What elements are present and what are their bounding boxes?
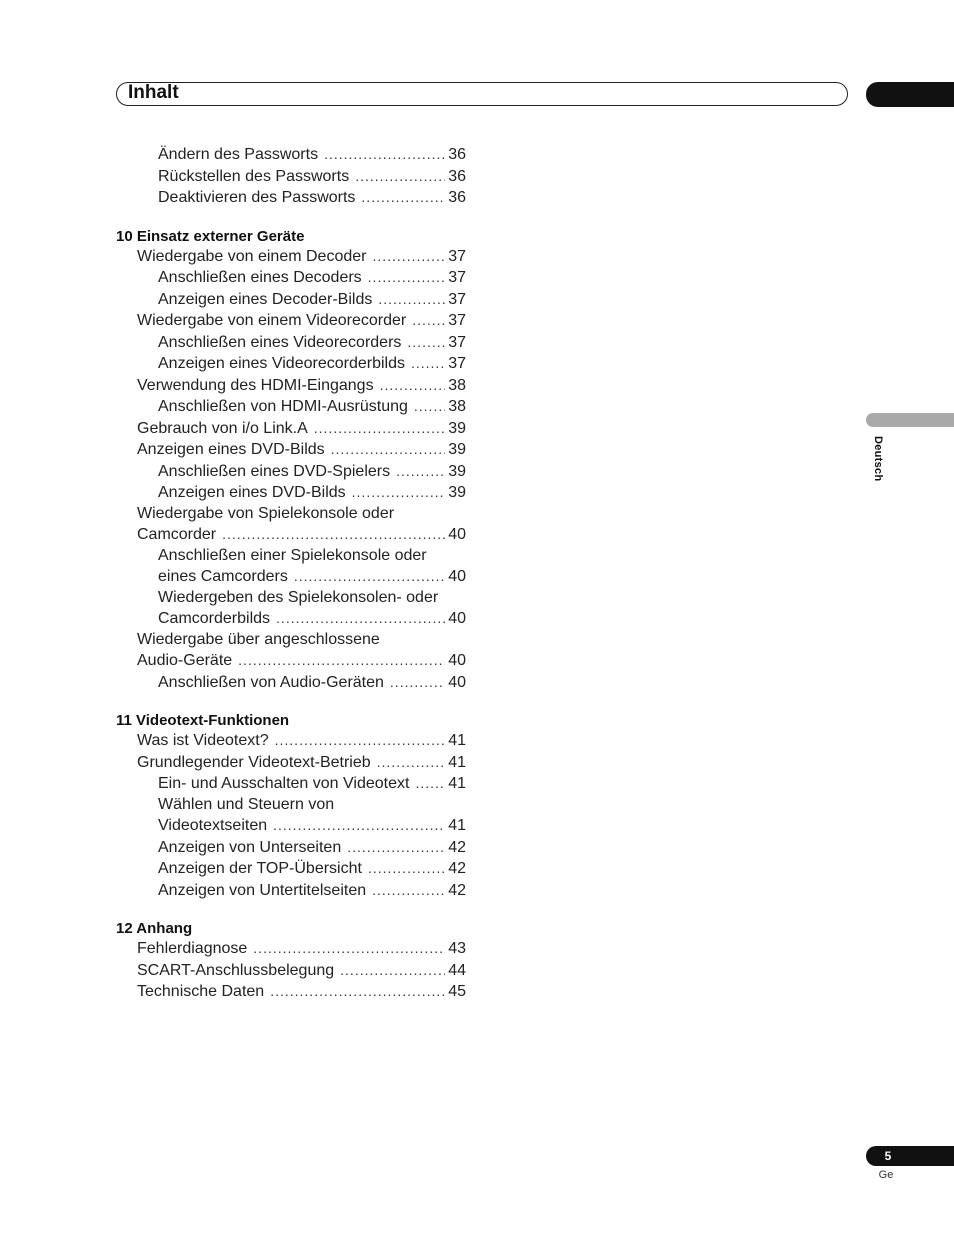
toc-entry-text: Anzeigen von Untertitelseiten: [158, 881, 367, 899]
toc-section-heading[interactable]: 10 Einsatz externer Geräte: [116, 227, 305, 245]
toc-entry-page: 41: [448, 753, 466, 771]
toc-entry-text: Anzeigen eines DVD-Bilds: [158, 484, 346, 501]
toc-leader: [372, 246, 445, 267]
toc-entry[interactable]: [116, 981, 466, 1003]
toc-entry-page: 39: [448, 441, 466, 458]
toc-entry-text: Wiedergabe von einem Decoder: [137, 247, 367, 265]
toc-entry[interactable]: [116, 837, 466, 859]
language-tab: [866, 413, 954, 427]
toc-leader: [294, 566, 445, 587]
toc-entry-page: 37: [448, 312, 466, 329]
toc-entry[interactable]: [116, 566, 466, 588]
toc-entry-page: 42: [448, 838, 466, 856]
toc-entry-page: 45: [448, 983, 466, 1000]
toc-entry-text: Grundlegender Videotext-Betrieb: [137, 753, 371, 771]
toc-leader: [378, 289, 445, 310]
table-of-contents: [116, 144, 466, 1003]
toc-entry-text: Audio-Geräte: [137, 652, 233, 669]
toc-entry-page: 40: [448, 568, 466, 585]
toc-leader: [361, 187, 445, 208]
toc-entry-text: Wiedergabe von einem Videorecorder: [137, 312, 407, 329]
toc-entry[interactable]: [116, 858, 466, 880]
toc-entry-text: Videotextseiten: [158, 817, 268, 834]
toc-entry-text: Anschließen von Audio-Geräten: [158, 673, 384, 691]
toc-entry[interactable]: [116, 166, 466, 188]
toc-entry[interactable]: [116, 246, 466, 268]
toc-leader: [415, 773, 445, 794]
toc-leader: [396, 461, 445, 482]
toc-entry-text: SCART-Anschlussbelegung: [137, 961, 335, 979]
language-tab-label: Deutsch: [872, 436, 884, 482]
toc-leader: [390, 672, 445, 693]
page-language-code: Ge: [878, 1169, 894, 1181]
toc-entry[interactable]: [116, 608, 466, 630]
toc-entry[interactable]: [116, 650, 466, 672]
toc-entry-text: Anzeigen eines Decoder-Bilds: [158, 290, 373, 308]
toc-entry-first-line[interactable]: Wiedergeben des Spielekonsolen- oder: [158, 588, 439, 606]
toc-entry-page: 39: [448, 484, 466, 501]
toc-entry-text: Technische Daten: [137, 983, 265, 1000]
toc-leader: [368, 858, 445, 879]
toc-entry-page: 42: [448, 881, 466, 899]
toc-entry-text: Ein- und Ausschalten von Videotext: [158, 775, 410, 792]
toc-leader: [368, 267, 446, 288]
page-number: 5: [884, 1149, 892, 1163]
toc-entry-page: 42: [448, 860, 466, 877]
toc-entry-text: Fehlerdiagnose: [137, 940, 248, 957]
header-bar: [116, 82, 848, 106]
toc-entry-first-line[interactable]: Wiedergabe über angeschlossene: [137, 630, 380, 648]
toc-entry[interactable]: [116, 815, 466, 837]
toc-leader: [324, 144, 445, 165]
toc-entry-page: 36: [448, 146, 466, 163]
toc-entry-page: 41: [448, 817, 466, 834]
toc-entry[interactable]: [116, 353, 466, 375]
toc-entry-page: 43: [448, 940, 466, 957]
toc-entry[interactable]: [116, 938, 466, 960]
toc-leader: [412, 310, 445, 331]
toc-entry-text: Verwendung des HDMI-Eingangs: [137, 376, 374, 394]
toc-entry-page: 39: [448, 419, 466, 437]
toc-entry-text: Anzeigen eines Videorecorderbilds: [158, 355, 405, 372]
toc-entry[interactable]: [116, 773, 466, 795]
toc-entry-text: Anzeigen der TOP-Übersicht: [158, 860, 362, 877]
toc-leader: [238, 650, 445, 671]
toc-entry-text: Anschließen eines Decoders: [158, 269, 362, 286]
page-title: Inhalt: [128, 82, 179, 103]
toc-leader: [372, 880, 445, 901]
toc-entry-text: Anschließen eines DVD-Spielers: [158, 462, 391, 480]
toc-entry-page: 37: [448, 269, 466, 286]
toc-entry[interactable]: [116, 439, 466, 461]
toc-leader: [414, 396, 445, 417]
toc-entry-page: 37: [448, 247, 466, 265]
toc-entry[interactable]: [116, 187, 466, 209]
toc-entry-text: Camcorder: [137, 526, 217, 543]
toc-entry[interactable]: [116, 418, 466, 440]
toc-leader: [340, 960, 445, 981]
toc-entry-text: eines Camcorders: [158, 568, 288, 585]
toc-entry-page: 36: [448, 167, 466, 185]
toc-entry-first-line[interactable]: Wählen und Steuern von: [158, 795, 335, 813]
toc-entry-text: Anschließen eines Videorecorders: [158, 333, 402, 351]
toc-entry[interactable]: [116, 752, 466, 774]
toc-entry[interactable]: [116, 289, 466, 311]
toc-entry[interactable]: [116, 332, 466, 354]
toc-entry[interactable]: [116, 960, 466, 982]
toc-leader: [276, 608, 445, 629]
toc-entry-page: 39: [448, 462, 466, 480]
toc-entry-text: Ändern des Passworts: [158, 146, 319, 163]
toc-entry-page: 40: [448, 610, 466, 627]
toc-entry-page: 40: [448, 526, 466, 543]
toc-entry-page: 36: [448, 189, 466, 206]
toc-entry[interactable]: [116, 267, 466, 289]
toc-entry-page: 41: [448, 732, 466, 749]
toc-leader: [347, 837, 445, 858]
toc-leader: [273, 815, 445, 836]
toc-entry-text: Rückstellen des Passworts: [158, 167, 350, 185]
toc-leader: [253, 938, 445, 959]
toc-entry-first-line[interactable]: Wiedergabe von Spielekonsole oder: [137, 504, 395, 522]
toc-entry-page: 38: [448, 376, 466, 394]
toc-entry[interactable]: [116, 310, 466, 332]
toc-entry-text: Gebrauch von i/o Link.A: [137, 419, 308, 437]
toc-leader: [270, 981, 445, 1002]
toc-leader: [275, 730, 446, 751]
toc-entry[interactable]: [116, 730, 466, 752]
toc-entry-text: Anschließen von HDMI-Ausrüstung: [158, 398, 408, 415]
toc-entry-text: Anzeigen eines DVD-Bilds: [137, 441, 325, 458]
toc-entry-page: 40: [448, 673, 466, 691]
toc-entry-page: 38: [448, 398, 466, 415]
toc-leader: [407, 332, 445, 353]
toc-leader: [352, 482, 446, 503]
toc-leader: [314, 418, 445, 439]
toc-entry-text: Anzeigen von Unterseiten: [158, 838, 342, 856]
toc-leader: [331, 439, 446, 460]
toc-entry[interactable]: [116, 375, 466, 397]
toc-entry[interactable]: [116, 880, 466, 902]
toc-entry-text: Deaktivieren des Passworts: [158, 189, 356, 206]
toc-leader: [377, 752, 446, 773]
toc-entry[interactable]: [116, 396, 466, 418]
toc-entry[interactable]: [116, 524, 466, 546]
toc-entry[interactable]: [116, 144, 466, 166]
toc-entry-page: 37: [448, 355, 466, 372]
toc-leader: [380, 375, 446, 396]
toc-entry[interactable]: [116, 672, 466, 694]
toc-entry-page: 37: [448, 333, 466, 351]
toc-entry-page: 40: [448, 652, 466, 669]
toc-entry-first-line[interactable]: Anschließen einer Spielekonsole oder: [158, 546, 427, 564]
toc-entry-page: 37: [448, 290, 466, 308]
toc-entry-page: 44: [448, 961, 466, 979]
toc-entry-text: Camcorderbilds: [158, 610, 271, 627]
toc-entry[interactable]: [116, 461, 466, 483]
toc-entry[interactable]: [116, 482, 466, 504]
toc-section-heading[interactable]: 12 Anhang: [116, 920, 193, 937]
header-tab: [866, 82, 954, 107]
toc-leader: [222, 524, 445, 545]
toc-leader: [411, 353, 445, 374]
toc-entry-page: 41: [448, 775, 466, 792]
toc-entry-text: Was ist Videotext?: [137, 732, 269, 749]
toc-leader: [355, 166, 445, 187]
toc-section-heading[interactable]: 11 Videotext-Funktionen: [116, 712, 290, 729]
